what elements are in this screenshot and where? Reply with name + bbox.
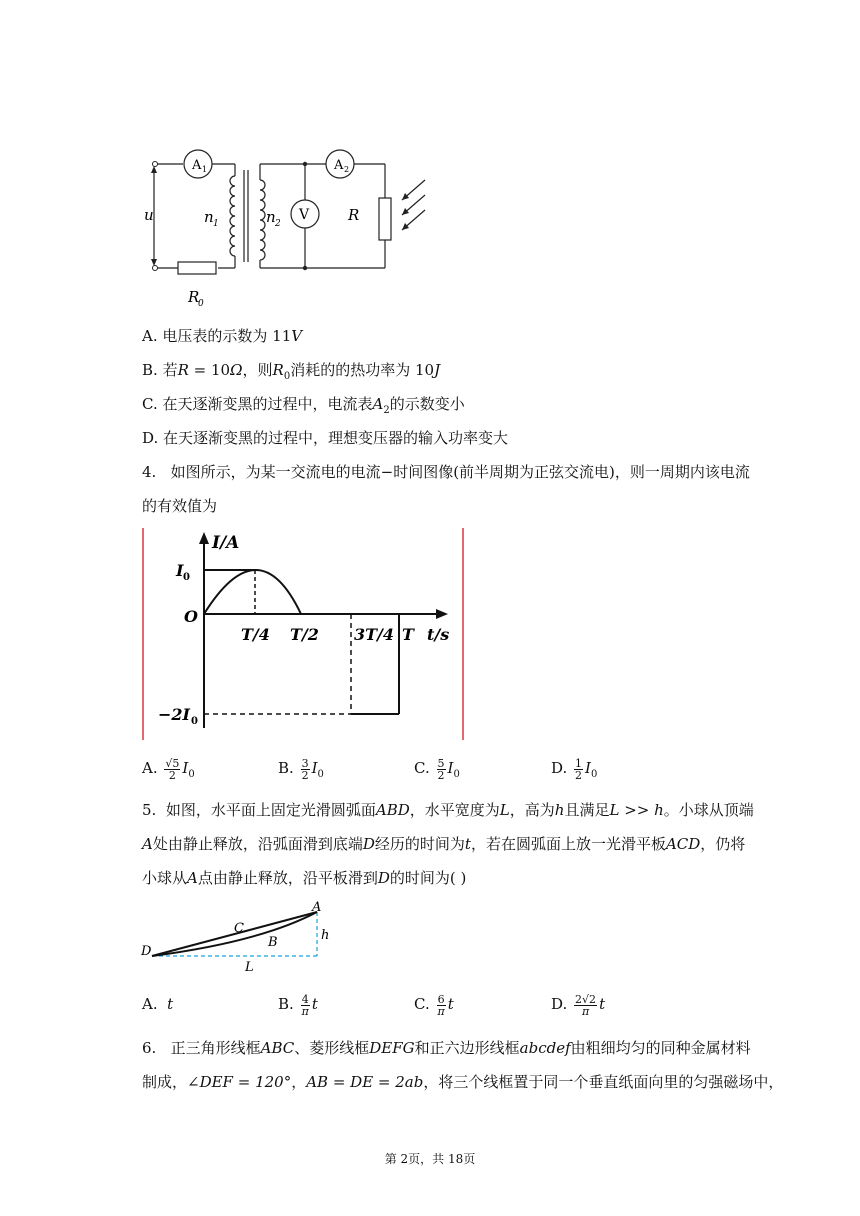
option-letter: A.	[142, 327, 158, 345]
q4-option-a[interactable]	[142, 756, 195, 787]
option-letter: C.	[142, 395, 158, 413]
option-letter: D.	[551, 995, 568, 1013]
option-letter: B.	[278, 759, 294, 777]
numerator: 1	[575, 756, 583, 770]
question-number: 6.	[142, 1039, 157, 1057]
denominator: 2	[301, 768, 309, 782]
question-text: 点由静止释放，沿平板滑到	[197, 869, 378, 887]
ammeter-a2-sub: 2	[344, 165, 350, 174]
question-text: 小球从	[142, 869, 188, 887]
resistor-r0-sub: 0	[198, 299, 204, 309]
q5-option-d[interactable]	[551, 992, 605, 1017]
question-text: 、菱形线框	[294, 1039, 370, 1057]
q4-stem-line2	[142, 496, 217, 516]
option-text: 在天逐渐变黑的过程中，电流表	[162, 395, 373, 413]
option-letter: A.	[142, 995, 158, 1013]
subscript: 0	[283, 371, 291, 382]
question-text: ，若在圆弧面上放一光滑平板	[470, 835, 666, 853]
option-letter: A.	[142, 759, 158, 777]
q6-stem-line2	[142, 1072, 783, 1092]
option-text: = 10	[188, 361, 231, 379]
neg-2i0-label: −2I	[158, 705, 191, 724]
question-text: 如图所示，为某一交流电的电流−时间图像(前半周期为正弦交流电)，则一周期内该电流	[170, 463, 750, 481]
var: I	[311, 759, 318, 777]
q3-option-b[interactable]	[142, 360, 440, 387]
var: D	[362, 835, 375, 853]
var: DEFG	[369, 1039, 415, 1057]
q4-option-c[interactable]	[414, 756, 460, 787]
current-time-graph	[142, 528, 467, 740]
question-number: 4.	[142, 463, 157, 481]
var: L	[609, 801, 620, 819]
neg-2i0-sub: 0	[191, 716, 198, 727]
option-letter: D.	[551, 759, 568, 777]
q5-stem-line2	[142, 834, 745, 854]
voltage-u-label: u	[144, 206, 154, 224]
fraction	[164, 758, 180, 781]
numerator: 6	[437, 992, 445, 1006]
question-text: >>	[619, 801, 655, 819]
n1-sub: 1	[213, 219, 219, 229]
math-expression: AB = DE = 2ab	[306, 1073, 424, 1091]
option-text: 消耗的的热功率为 10	[290, 361, 435, 379]
var: A	[187, 869, 198, 887]
question-text: ，	[291, 1073, 307, 1091]
q5-option-c[interactable]	[414, 992, 454, 1017]
i0-sub: 0	[183, 572, 190, 583]
point-d-label: D	[141, 944, 152, 959]
subscript: 0	[317, 769, 324, 780]
q5-stem-line1	[142, 800, 754, 820]
option-letter: C.	[414, 995, 430, 1013]
option-text: 电压表的示数为 11	[162, 327, 292, 345]
resistor-r-label: R	[348, 206, 360, 224]
resistor-r0-label: R	[188, 288, 200, 306]
var: L	[499, 801, 510, 819]
fraction	[437, 994, 446, 1017]
question-text: ，高为	[509, 801, 555, 819]
option-letter: D.	[142, 429, 159, 447]
i0-label: I	[176, 561, 184, 580]
unit: Ω	[230, 361, 243, 379]
origin-label: O	[184, 607, 198, 626]
tick-t2: T/2	[290, 625, 319, 644]
numerator: 3	[301, 756, 309, 770]
numerator: √5	[165, 756, 180, 770]
fraction	[301, 758, 310, 781]
var: A	[372, 395, 384, 413]
fraction	[437, 758, 446, 781]
denominator: 2	[437, 768, 445, 782]
question-text: ，水平宽度为	[409, 801, 500, 819]
numerator: 5	[437, 756, 445, 770]
var: ABD	[375, 801, 410, 819]
ammeter-a1-label: A	[192, 158, 202, 173]
q4-stem-line1	[142, 462, 750, 482]
q4-option-d[interactable]	[551, 756, 597, 787]
fraction	[301, 994, 310, 1017]
var: D	[377, 869, 390, 887]
option-text: ，则	[242, 361, 273, 379]
n1-label: n	[204, 208, 214, 226]
question-text: 和正六边形线框	[414, 1039, 520, 1057]
denominator: π	[581, 1004, 590, 1018]
var: t	[447, 995, 454, 1013]
x-axis-label: t/s	[427, 625, 450, 644]
question-text: 制成，	[142, 1073, 188, 1091]
tick-t: T	[402, 625, 414, 644]
question-text: 的有效值为	[142, 497, 218, 515]
var: ABC	[260, 1039, 295, 1057]
var: t	[599, 995, 606, 1013]
question-text: 由粗细均匀的同种金属材料	[570, 1039, 751, 1057]
question-text: 且满足	[564, 801, 610, 819]
q3-option-d[interactable]	[142, 428, 508, 448]
q5-option-b[interactable]	[278, 992, 318, 1017]
option-letter: C.	[414, 759, 430, 777]
ammeter-a1-sub: 1	[202, 165, 208, 174]
subscript: 0	[453, 769, 460, 780]
denominator: 2	[575, 768, 583, 782]
denominator: π	[301, 1004, 309, 1018]
q5-stem-line3	[142, 868, 466, 888]
var: h	[654, 801, 664, 819]
question-text: 的时间为( )	[389, 869, 467, 887]
q6-stem-line1	[142, 1038, 751, 1058]
option-text: 若	[162, 361, 178, 379]
subscript: 0	[188, 769, 195, 780]
var: t	[464, 835, 471, 853]
tick-3t4: 3T/4	[354, 625, 395, 644]
question-text: ，仍将	[700, 835, 746, 853]
option-text: 的示数变小	[389, 395, 465, 413]
subscript: 2	[383, 405, 390, 416]
question-text: ，将三个线框置于同一个垂直纸面向里的匀强磁场中，	[423, 1073, 784, 1091]
option-letter: B.	[142, 361, 158, 379]
option-text: 在天逐渐变黑的过程中，理想变压器的输入功率变大	[163, 429, 509, 447]
question-text: 经历的时间为	[374, 835, 465, 853]
point-a-label: A	[312, 900, 322, 915]
voltmeter-label: V	[299, 207, 310, 223]
numerator: 2√2	[575, 992, 597, 1006]
question-text: 正三角形线框	[170, 1039, 261, 1057]
q3-option-a[interactable]	[142, 326, 302, 346]
denominator: 2	[168, 768, 176, 782]
q5-option-a[interactable]	[142, 992, 173, 1016]
subscript: 0	[590, 769, 598, 780]
var: R	[177, 361, 189, 379]
fraction	[574, 758, 583, 781]
question-text: 处由静止释放，沿弧面滑到底端	[152, 835, 363, 853]
height-h-label: h	[321, 928, 330, 943]
var: A	[142, 835, 153, 853]
question-number: 5.	[142, 801, 157, 819]
var: ACD	[665, 835, 701, 853]
ammeter-a2-label: A	[334, 158, 344, 173]
point-c-label: C	[234, 921, 244, 936]
var: I	[447, 759, 454, 777]
question-text: 。小球从顶端	[663, 801, 754, 819]
numerator: 4	[301, 992, 309, 1006]
unit: J	[434, 361, 441, 379]
var: R	[272, 361, 284, 379]
y-axis-label: I/A	[212, 533, 240, 553]
var: I	[182, 759, 189, 777]
question-text: 如图，水平面上固定光滑圆弧面	[165, 801, 376, 819]
q4-option-b[interactable]	[278, 756, 324, 787]
fraction	[574, 994, 597, 1017]
q3-option-c[interactable]	[142, 394, 465, 421]
tick-t4: T/4	[241, 625, 270, 644]
unit: V	[291, 327, 303, 345]
option-letter: B.	[278, 995, 294, 1013]
n2-sub: 2	[275, 219, 281, 229]
arc-slope-figure	[140, 898, 340, 978]
var: I	[585, 759, 591, 777]
math-expression: ∠DEF = 120°	[187, 1073, 292, 1091]
n2-label: n	[266, 208, 276, 226]
var: h	[554, 801, 565, 819]
var: t	[167, 995, 174, 1013]
transformer-circuit-figure	[140, 140, 430, 310]
page-footer: 第 2页，共 18页	[384, 1152, 476, 1166]
denominator: π	[437, 1004, 445, 1018]
width-l-label: L	[245, 960, 254, 975]
var: abcdef	[519, 1039, 571, 1057]
point-b-label: B	[268, 935, 278, 950]
var: t	[311, 995, 318, 1013]
